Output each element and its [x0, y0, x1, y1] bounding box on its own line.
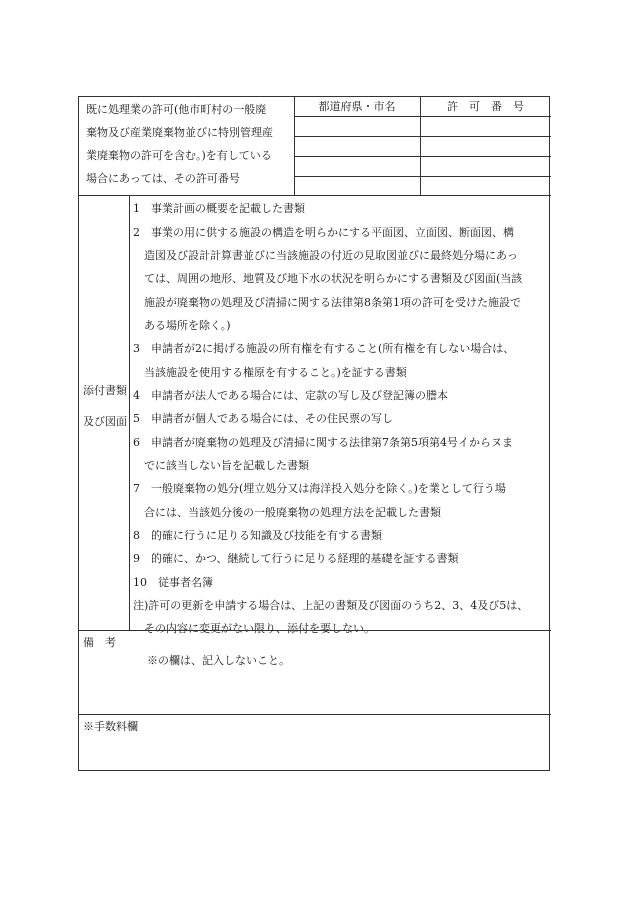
section-divider: [79, 195, 551, 196]
permit-label-line-3: 業廃棄物の許可を含む。)を有している: [86, 149, 272, 162]
attachment-line: 3 申請者が2に掲げる施設の所有権を有すること(所有権を有しない場合は、: [133, 342, 515, 355]
permit-label-line-1: 既に処理業の許可(他市町村の一般廃: [86, 103, 267, 116]
attachment-note: その内容に変更がない限り、添付を要しない。: [133, 622, 375, 635]
prefecture-cell-3[interactable]: [295, 157, 419, 175]
attachment-line: 当該施設を使用する権原を有すること。)を証する書類: [133, 366, 407, 379]
permit-number-cell-3[interactable]: [421, 157, 550, 175]
attachment-line: ては、周囲の地形、地質及び地下水の状況を明らかにする書類及び図面(当該: [133, 272, 523, 285]
section-divider: [79, 630, 551, 631]
attachment-line: 5 申請者が個人である場合には、その住民票の写し: [133, 412, 393, 425]
attachment-line: でに該当しない旨を記載した書類: [133, 459, 309, 472]
attachment-line: 2 事業の用に供する施設の構造を明らかにする平面図、立面図、断面図、構: [133, 226, 514, 239]
prefecture-cell-1[interactable]: [295, 117, 419, 135]
remarks-field[interactable]: [80, 672, 550, 712]
fee-field[interactable]: [80, 738, 550, 770]
attachment-line: 造図及び設計計算書並びに当該施設の付近の見取図並びに最終処分場にあっ: [133, 249, 518, 262]
attachment-line: 4 申請者が法人である場合には、定款の写し及び登記簿の謄本: [133, 389, 448, 402]
section-divider: [79, 714, 551, 715]
application-form-table: [78, 96, 550, 771]
permit-number-column-header: 許 可 番 号: [447, 100, 524, 113]
attachment-line: 9 的確に、かつ、継続して行うに足りる経理的基礎を証する書類: [133, 552, 459, 565]
remarks-note: ※の欄は、記入しないこと。: [147, 654, 290, 667]
prefecture-cell-4[interactable]: [295, 177, 419, 194]
permit-number-cell-2[interactable]: [421, 137, 550, 155]
attachments-label-line-2: 及び図面: [83, 415, 127, 428]
remarks-label: 備 考: [83, 636, 116, 649]
prefecture-cell-2[interactable]: [295, 137, 419, 155]
attachment-line: 8 的確に行うに足りる知識及び技能を有する書類: [133, 529, 382, 542]
attachments-label-line-1: 添付書類: [83, 384, 127, 397]
attachment-line: 合には、当該処分後の一般廃棄物の処理方法を記載した書類: [133, 506, 441, 519]
prefecture-column-header: 都道府県・市名: [318, 100, 396, 113]
permit-number-cell-1[interactable]: [421, 117, 550, 135]
permit-label-line-2: 棄物及び産業廃棄物並びに特別管理産: [86, 126, 273, 139]
attachment-line: 1 事業計画の概要を記載した書類: [133, 202, 305, 215]
permit-label-line-4: 場合にあっては、その許可番号: [86, 172, 240, 185]
attachment-line: 施設が廃棄物の処理及び清掃に関する法律第8条第1項の許可を受けた施設で: [133, 296, 521, 309]
fee-label: ※手数料欄: [83, 720, 138, 733]
attachment-line: 6 申請者が廃棄物の処理及び清掃に関する法律第7条第5項第4号イからヌま: [133, 436, 513, 449]
attachment-note: 注)許可の更新を申請する場合は、上記の書類及び図面のうち2、3、4及び5は、: [133, 599, 529, 612]
attachment-line: 10 従事者名簿: [133, 576, 213, 589]
permit-number-cell-4[interactable]: [421, 177, 550, 194]
attachment-line: ある場所を除く。): [133, 319, 231, 332]
attachment-line: 7 一般廃棄物の処分(埋立処分又は海洋投入処分を除く。)を業として行う場: [133, 482, 506, 495]
attachments-label-divider: [129, 195, 130, 630]
